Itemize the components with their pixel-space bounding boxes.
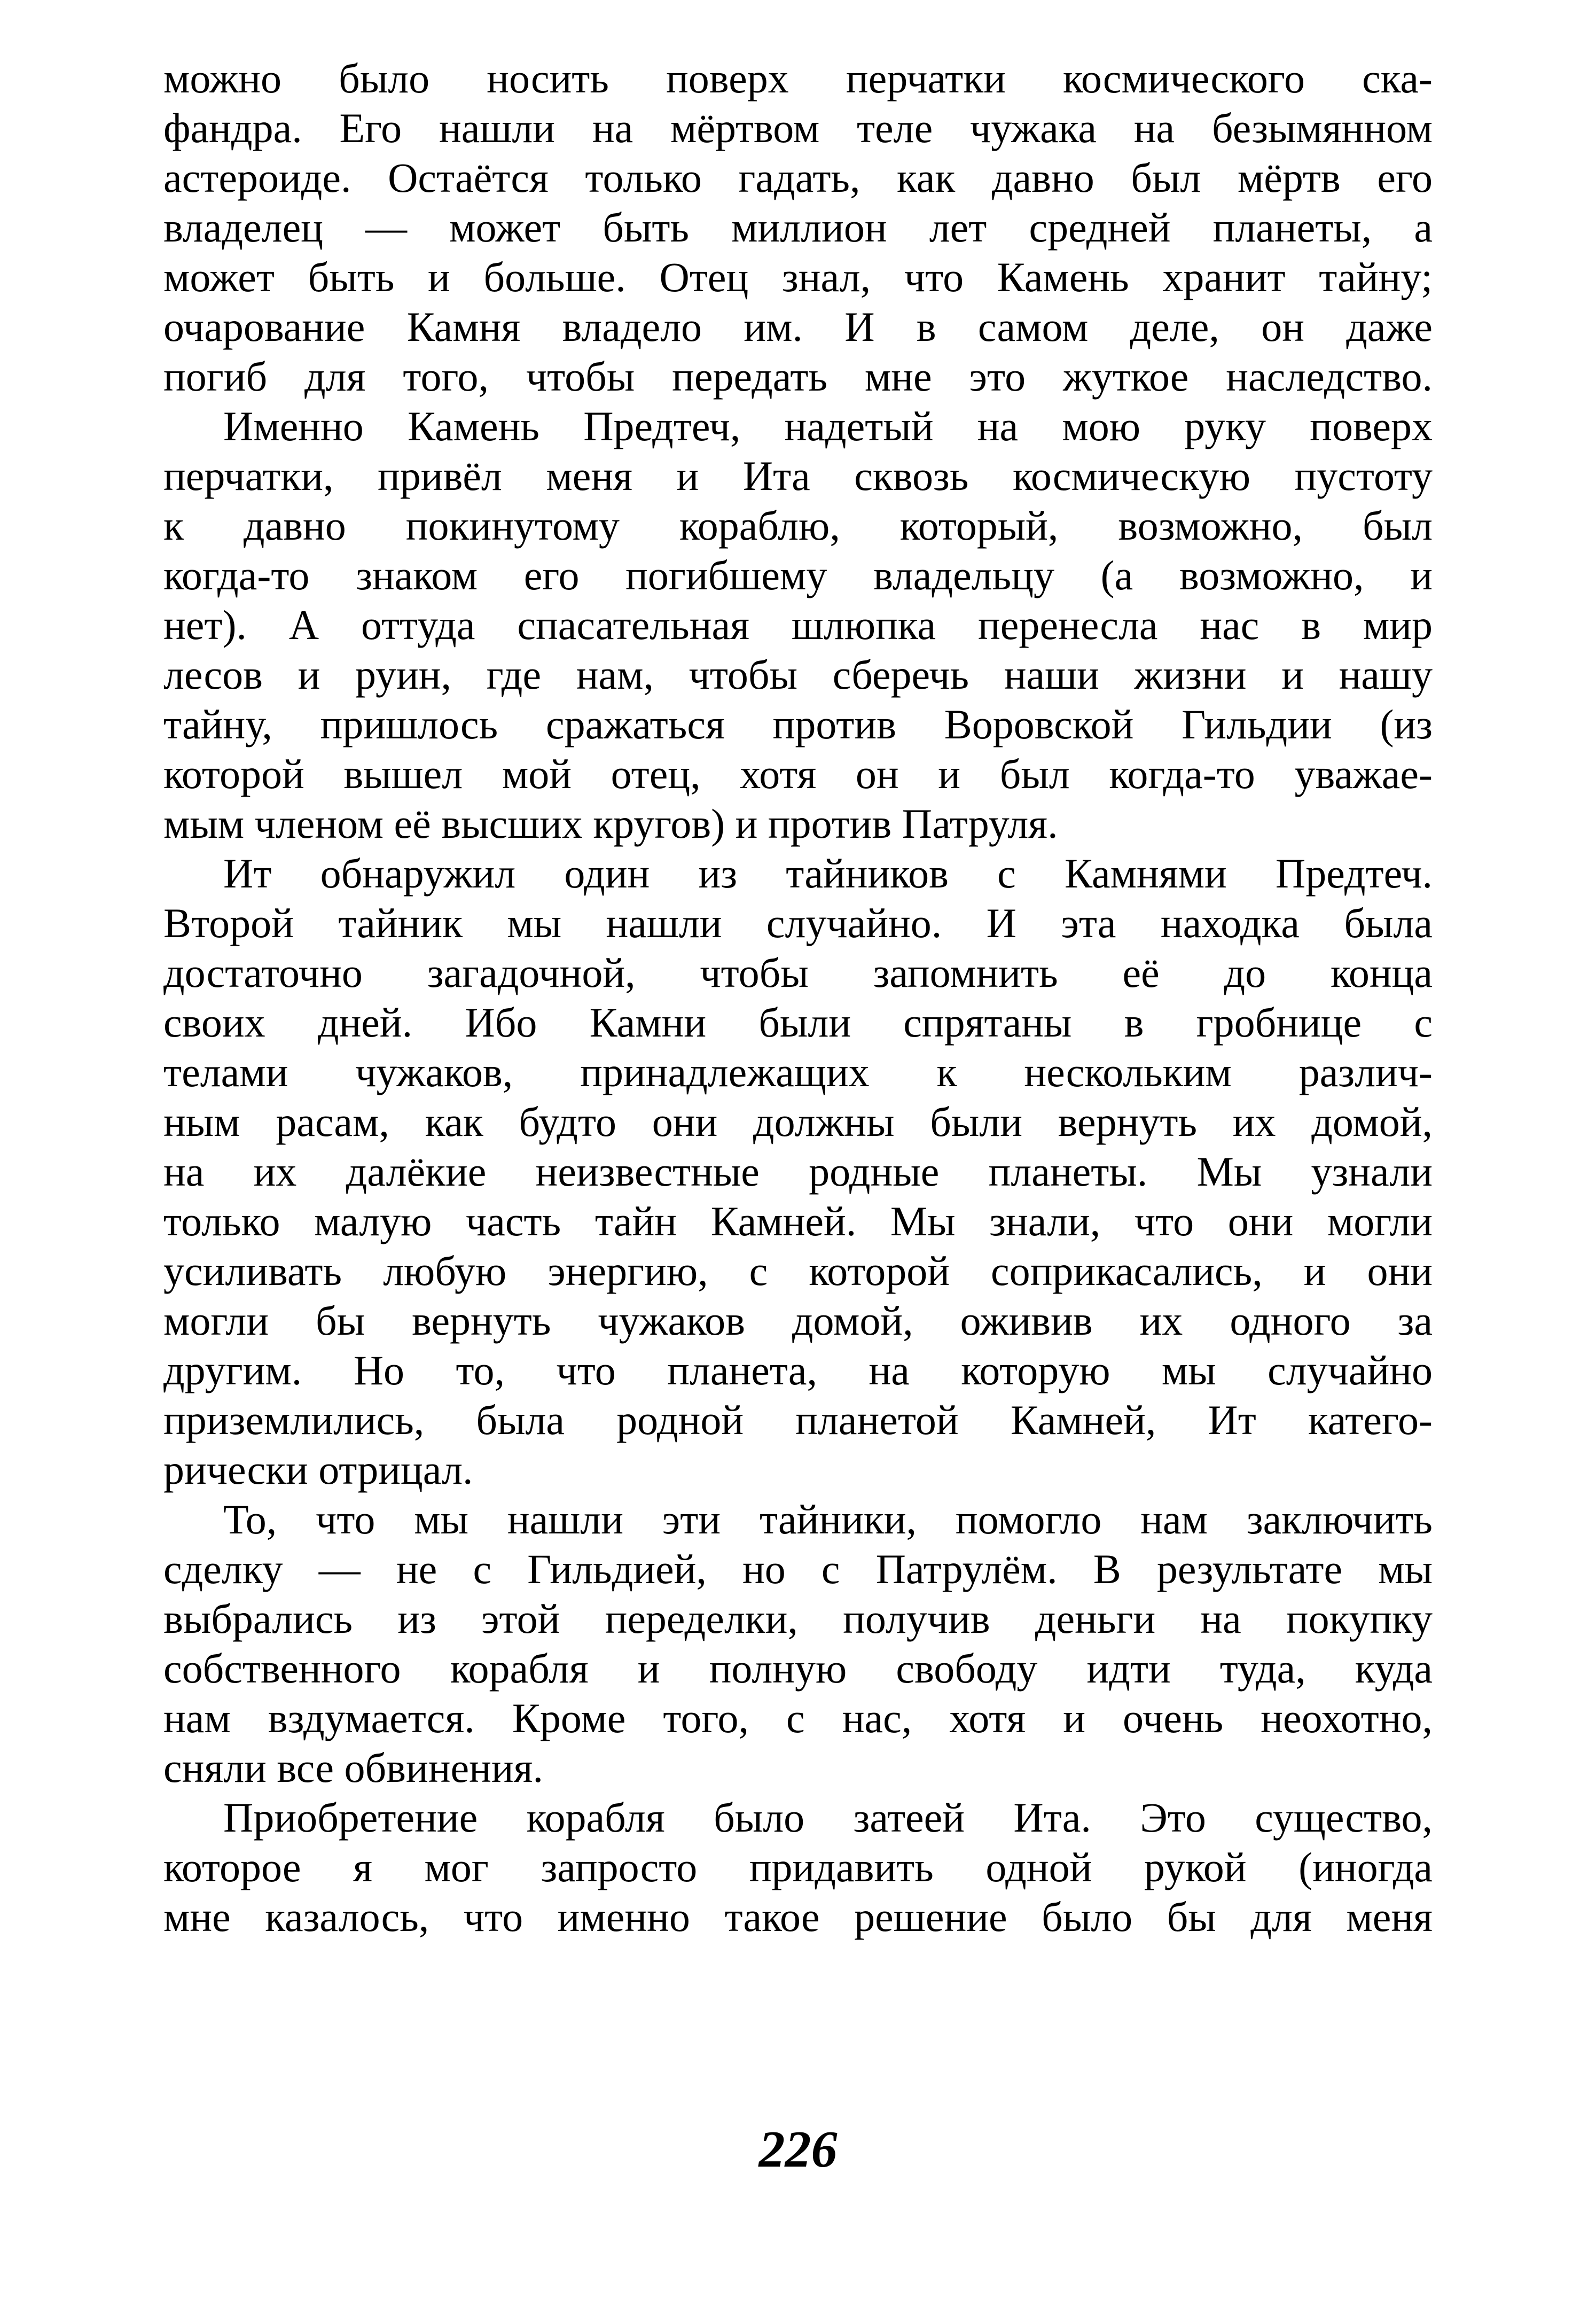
text-line: своих дней. Ибо Камни были спрятаны в гробнице с	[163, 999, 1433, 1046]
text-line: приземлились, была родной планетой Камней, Ит катего-	[163, 1397, 1433, 1443]
text-line: телами чужаков, принадлежащих к нескольким различ-	[163, 1049, 1433, 1095]
text-line: мым членом её высших кругов) и против Патруля.	[163, 800, 1058, 847]
text-line: другим. Но то, что планета, на которую мы случайно	[163, 1347, 1433, 1393]
text-line: может быть и больше. Отец знал, что Камень хранит тайну;	[163, 254, 1433, 300]
text-line: погиб для того, чтобы передать мне это жуткое наследство.	[163, 353, 1433, 400]
paragraph	[163, 53, 1433, 401]
paragraph	[163, 1793, 1433, 1942]
text-line: фандра. Его нашли на мёртвом теле чужака на безымянном	[163, 105, 1433, 151]
text-line: сделку — не с Гильдией, но с Патрулём. В результате мы	[163, 1546, 1433, 1592]
page-number: 226	[758, 2121, 838, 2178]
text-line: тайну, пришлось сражаться против Воровской Гильдии (из	[163, 701, 1433, 747]
text-line: собственного корабля и полную свободу идти туда, куда	[163, 1645, 1433, 1692]
text-line: которое я мог запросто придавить одной рукой (иногда	[163, 1844, 1433, 1890]
text-line: когда-то знаком его погибшему владельцу (а возможно, и	[163, 552, 1433, 598]
paragraph	[163, 401, 1433, 848]
text-line: можно было носить поверх перчатки космического ска-	[163, 55, 1433, 102]
text-line: к давно покинутому кораблю, который, возможно, был	[163, 502, 1433, 549]
book-page	[163, 53, 1433, 2244]
text-line: ным расам, как будто они должны были вернуть их домой,	[163, 1099, 1433, 1145]
text-line: рически отрицал.	[163, 1446, 473, 1493]
text-line: могли бы вернуть чужаков домой, оживив их одного за	[163, 1297, 1433, 1344]
text-line: Приобретение корабля было затеей Ита. Это существо,	[223, 1794, 1433, 1841]
text-line: только малую часть тайн Камней. Мы знали, что они могли	[163, 1198, 1433, 1244]
text-line: достаточно загадочной, чтобы запомнить её до конца	[163, 949, 1433, 996]
body-text	[163, 53, 1433, 1942]
text-line: астероиде. Остаётся только гадать, как давно был мёртв его	[163, 154, 1433, 201]
text-line: нет). А оттуда спасательная шлюпка перенесла нас в мир	[163, 602, 1433, 648]
text-line: усиливать любую энергию, с которой соприкасались, и они	[163, 1248, 1433, 1294]
text-line: мне казалось, что именно такое решение было бы для меня	[163, 1894, 1433, 1940]
text-line: на их далёкие неизвестные родные планеты. Мы узнали	[163, 1148, 1433, 1195]
text-line: Второй тайник мы нашли случайно. И эта находка была	[163, 900, 1433, 946]
text-line: владелец — может быть миллион лет средней планеты, а	[163, 204, 1433, 251]
text-line: перчатки, привёл меня и Ита сквозь космическую пустоту	[163, 453, 1433, 499]
text-line: которой вышел мой отец, хотя он и был когда-то уважае-	[163, 751, 1433, 797]
text-line: Ит обнаружил один из тайников с Камнями Предтеч.	[223, 850, 1433, 897]
text-line: нам вздумается. Кроме того, с нас, хотя и очень неохотно,	[163, 1695, 1433, 1741]
text-line: То, что мы нашли эти тайники, помогло нам заключить	[223, 1496, 1433, 1543]
text-line: выбрались из этой переделки, получив деньги на покупку	[163, 1595, 1433, 1642]
text-line: очарование Камня владело им. И в самом деле, он даже	[163, 303, 1433, 350]
text-line: лесов и руин, где нам, чтобы сберечь наши жизни и нашу	[163, 651, 1433, 698]
text-line: Именно Камень Предтеч, надетый на мою руку поверх	[223, 403, 1433, 449]
text-line: сняли все обвинения.	[163, 1744, 543, 1791]
paragraph	[163, 848, 1433, 1494]
paragraph	[163, 1494, 1433, 1793]
